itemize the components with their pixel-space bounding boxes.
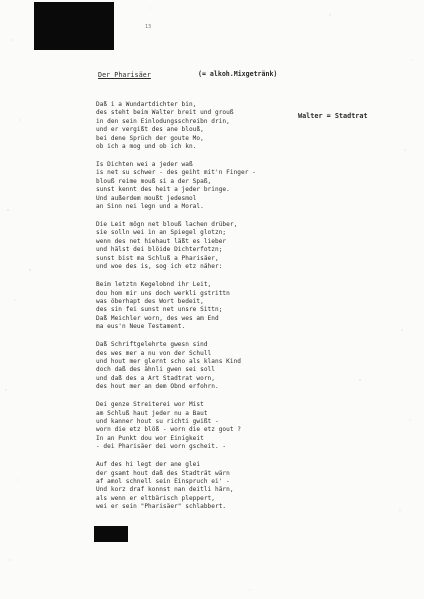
redaction-block-top [34,2,114,50]
poem-line: sie solln wei in an Spiegel glotzn; [96,229,227,237]
poem-line: wenn des net hiehaut läßt es lieber [96,237,227,245]
poem-line: und hout mer glernt scho als klans Kind [96,357,242,365]
poem-line: an Sinn nei legn und a Moral. [96,203,204,211]
poem-line: des hout mer an dem Obnd erfohrn. [96,383,219,391]
poem-line: Beim letztn Kegelobnd ihr Leit, [96,281,212,289]
poem-line: worn die etz blöß - worn die etz gout ? [96,426,242,434]
poem-line: wei er sein "Pharisäer" schlabbert. [96,503,227,511]
poem-line: als wenn er eltbärisch pleppert, [96,494,215,502]
stanza-2 [96,161,296,211]
poem-line: Auf des hi legt der ane glei [96,461,201,469]
poem-line: und er vergißt des ane blouß, [96,126,204,134]
poem-line: sunst bist ma Schluß a Pharisäer, [96,254,219,262]
poem-line: dou hom mir uns doch werkli gstrittn [96,289,230,297]
poem-line: blouß reime mouß si a der Spaß, [96,177,212,185]
poem-title: Der Pharisäer [98,71,151,79]
poem-line: am Schluß haut jeder nu a Baut [96,409,208,417]
poem-line: bei dene Sprüch der goute Mo, [96,134,204,142]
poem-line: Dei genze Streiterei wor Mist [96,401,204,409]
stanza-5 [96,341,296,391]
poem-line: des wes mer a nu von der Schull [96,349,212,357]
poem-line: was öberhapt des Wort bedeit, [96,297,204,305]
poem-body [96,101,296,521]
poem-line: Und korz draf konnst nan deitli härn, [96,486,234,494]
redaction-block-bottom [94,526,128,542]
poem-line: Daß Schriftgelehrte gwesn sind [96,341,208,349]
poem-subtitle: (= alkoh.Mixgetränk) [198,70,278,78]
stanza-6 [96,401,296,451]
stanza-3 [96,221,296,271]
poem-line: und woe des is, sog ich etz näher: [96,263,223,271]
poem-line: In an Punkt dou wor Einigkeit [96,434,204,442]
poem-line: Daß Meichler worn, des wes am End [96,314,219,322]
poem-line: des sin fei sunst net unsre Sittn; [96,306,223,314]
poem-line: - dei Pharisäer dei worn gscheit. - [96,443,227,451]
poem-line: Is Dichten wei a jeder waß [96,161,193,169]
poem-line: Und außerdem moußt jedesmol [96,194,197,202]
poem-line: ma eus'n Neue Testament. [96,323,186,331]
author-line: Walter = Stadtrat [298,112,368,120]
poem-line: af amol schnell sein Einspruch ei' - [96,478,230,485]
poem-line: des steht beim Walter breit und grouß [96,109,234,117]
poem-line: sunst kennt des heit a jeder bringe. [96,186,230,194]
stanza-1 [96,101,296,151]
stanza-7 [96,461,296,511]
stanza-4 [96,281,296,331]
poem-line: doch daß des ähnli gwen sei soll [96,366,215,374]
poem-line: ob ich a mog und ob ich kn. [96,143,197,151]
poem-line: und kanner hout su richti gwißt - [96,417,219,425]
poem-line: is net su schwer - des geiht mit'n Finger - [96,169,256,177]
poem-line: in den sein Einlodungsschreibn drin, [96,117,230,125]
poem-line: und hälst dei blöide Dichterfotzn; [96,246,223,254]
poem-line: der gsamt hout daß des Stadträt wärn [96,469,230,477]
page-mark: 13 [145,24,152,30]
poem-line: Die Leit mögn net blouß lachen drüber, [96,221,238,229]
poem-line: und daß des a Art Stadtrat worn, [96,374,215,382]
poem-line: Daß i a Wundartdichter bin, [96,101,197,108]
